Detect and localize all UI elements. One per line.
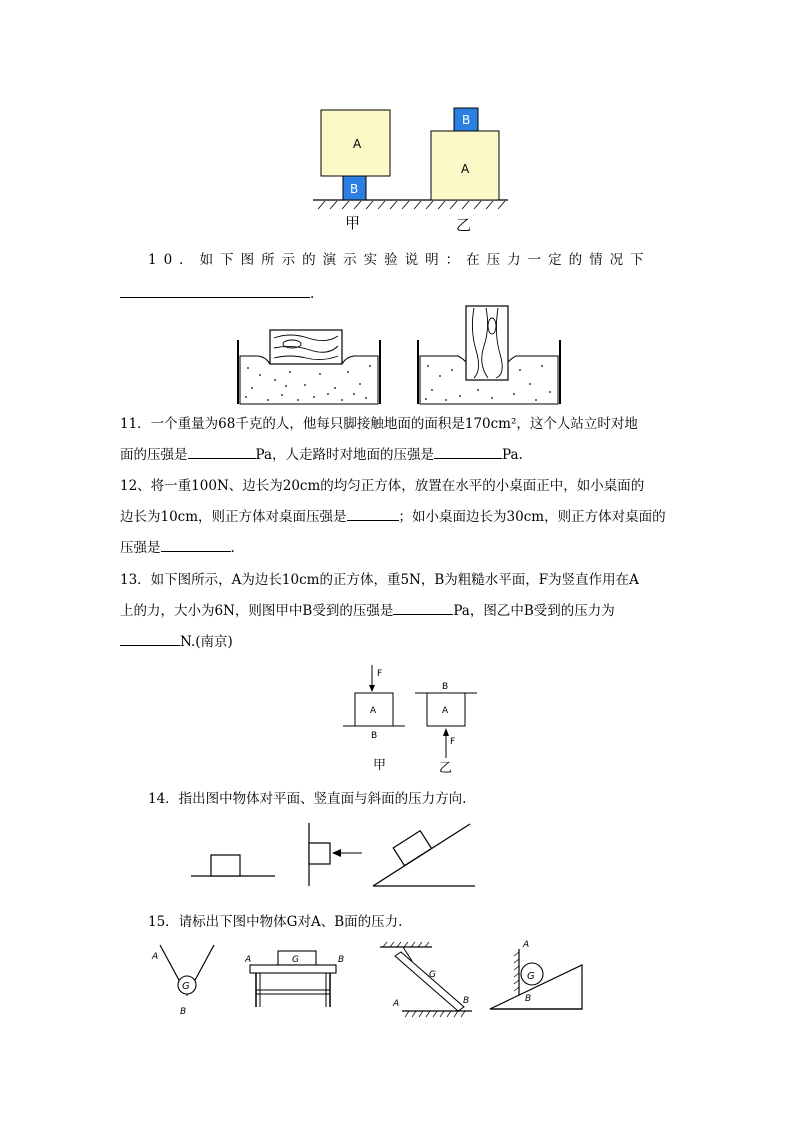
- fig15-table-label-g: G: [292, 955, 299, 965]
- fig13-caption-yi: 乙: [439, 761, 453, 776]
- figure-14: [185, 820, 485, 890]
- fig15-incline-label-a: A: [523, 940, 530, 950]
- answer-blank-12b[interactable]: [161, 537, 231, 552]
- answer-blank-10[interactable]: [120, 283, 310, 298]
- answer-blank-12a[interactable]: [347, 506, 399, 521]
- question-13-line-2b: Pa，图乙中B受到的压力为: [453, 603, 615, 619]
- fig15-v-label-b: B: [180, 1007, 187, 1017]
- fig15-incline-label-g: G: [527, 971, 535, 982]
- fig15-table-label-b: B: [338, 955, 345, 965]
- question-13-line-3b: N.(南京): [180, 634, 233, 650]
- fig15-table-label-a: A: [245, 955, 252, 965]
- question-11-line-2c: Pa.: [502, 447, 523, 463]
- question-11-line-2a: 面的压强是: [120, 447, 188, 463]
- question-11: [120, 409, 674, 471]
- fig13-label-a-right: A: [442, 706, 449, 716]
- fig13-label-a-left: A: [370, 706, 377, 716]
- answer-blank-13b[interactable]: [120, 631, 180, 646]
- fig15-rod-label-g: G: [429, 970, 436, 980]
- question-12-line-2a: 边长为10cm，则正方体对桌面压强是: [120, 509, 347, 525]
- question-12: [120, 471, 674, 564]
- fig15-v-label-a: A: [152, 952, 159, 962]
- figure-blocks: [310, 105, 520, 235]
- question-13-line-2a: 上的力，大小为6N，则图甲中B受到的压强是: [120, 603, 394, 619]
- question-12-line-3a: 压强是: [120, 540, 161, 556]
- answer-blank-11a[interactable]: [188, 444, 256, 459]
- block-a-right-label: A: [461, 162, 470, 176]
- fig13-label-b-right: B: [442, 682, 449, 692]
- question-13-line-1: 13．如下图所示，A为边长10cm的正方体，重5N，B为粗糙水平面，F为竖直作用在A: [120, 572, 639, 588]
- fig15-incline-label-b: B: [525, 994, 532, 1004]
- figure-13: [335, 660, 485, 760]
- fig13-label-f-right: F: [450, 737, 456, 747]
- question-12-line-3b: .: [230, 540, 235, 556]
- fig13-label-b-left: B: [371, 731, 378, 741]
- answer-blank-13a[interactable]: [393, 600, 453, 615]
- question-12-line-2b: ；如小桌面边长为30cm，则正方体对桌面的: [398, 509, 666, 525]
- question-11-line-2b: Pa，人走路时对地面的压强是: [255, 447, 435, 463]
- figure-15: [140, 935, 590, 1025]
- fig15-rod-label-a: A: [393, 999, 400, 1009]
- question-10-end: .: [310, 286, 315, 302]
- caption-jia-top: 甲: [345, 214, 361, 232]
- question-11-line-1: 11．一个重量为68千克的人，他每只脚接触地面的面积是170cm²，这个人站立时对地: [120, 416, 638, 432]
- question-12-line-1: 12、将一重100N、边长为20cm的均匀正方体，放置在水平的小桌面正中，如小桌面的: [120, 478, 645, 494]
- block-b-right-label: B: [462, 113, 471, 127]
- question-15: 15．请标出下图中物体G对A、B面的压力.: [148, 914, 403, 930]
- question-10: 10．如下图所示的演示实验说明：在压力一定的情况下: [148, 252, 651, 268]
- caption-yi-top: 乙: [456, 216, 472, 234]
- fig13-label-f-left: F: [377, 669, 383, 679]
- block-a-left-label: A: [353, 137, 362, 151]
- fig15-rod-label-b: B: [463, 996, 470, 1006]
- answer-blank-11b[interactable]: [434, 444, 502, 459]
- figure-sponge-experiment: [230, 300, 570, 408]
- question-14: 14．指出图中物体对平面、竖直面与斜面的压力方向.: [148, 791, 467, 807]
- question-13: [120, 565, 674, 658]
- block-b-left-label: B: [350, 182, 359, 196]
- fig15-v-label-g: G: [182, 981, 190, 992]
- fig13-caption-jia: 甲: [373, 758, 387, 773]
